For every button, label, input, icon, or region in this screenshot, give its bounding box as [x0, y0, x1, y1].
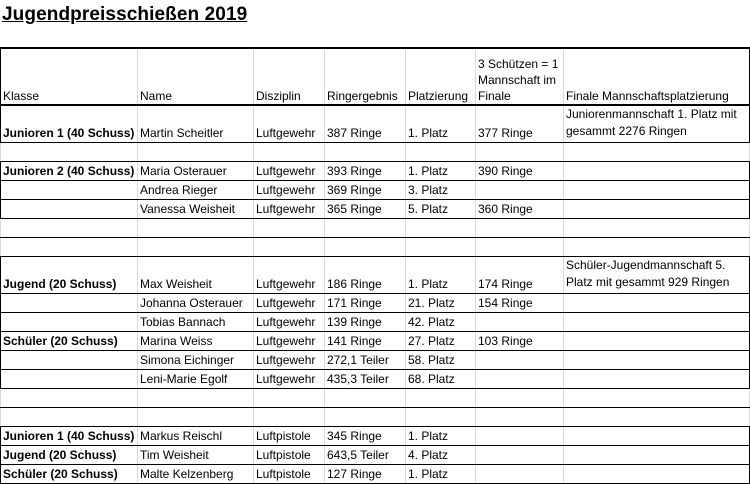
disziplin-cell[interactable]: Luftgewehr — [254, 200, 325, 219]
disziplin-cell[interactable]: Luftpistole — [254, 465, 325, 484]
finale-cell[interactable] — [564, 162, 750, 181]
mannschaft-cell[interactable] — [476, 351, 564, 370]
empty-row — [1, 408, 750, 427]
disziplin-cell[interactable]: Luftgewehr — [254, 351, 325, 370]
mannschaft-cell[interactable] — [476, 408, 564, 427]
table-row — [1, 313, 750, 332]
mannschaft-cell[interactable]: 377 Ringe — [476, 105, 564, 143]
empty-row — [1, 219, 750, 238]
table-row — [1, 370, 750, 389]
disziplin-cell[interactable]: Luftgewehr — [254, 105, 325, 143]
header-klasse[interactable]: Klasse — [1, 48, 138, 105]
finale-cell[interactable] — [564, 389, 750, 408]
platzierung-cell[interactable] — [406, 219, 476, 238]
mannschaft-cell[interactable] — [476, 143, 564, 162]
disziplin-cell[interactable]: Luftpistole — [254, 427, 325, 446]
klasse-cell[interactable]: Junioren 1 (40 Schuss) — [1, 105, 138, 143]
results-table — [0, 47, 750, 484]
klasse-cell[interactable] — [1, 351, 138, 370]
finale-cell[interactable] — [564, 427, 750, 446]
name-cell[interactable]: Tobias Bannach — [138, 313, 254, 332]
finale-cell[interactable]: Schüler-Jugendmannschaft 5. Platz mit gesammt 929 Ringen — [564, 257, 750, 294]
platzierung-cell[interactable]: 68. Platz — [406, 370, 476, 389]
disziplin-cell[interactable] — [254, 219, 325, 238]
platzierung-cell[interactable] — [406, 408, 476, 427]
table-row — [1, 332, 750, 351]
finale-cell[interactable] — [564, 370, 750, 389]
finale-cell[interactable]: Juniorenmannschaft 1. Platz mit gesammt 2276 Ringen — [564, 105, 750, 143]
disziplin-cell[interactable] — [254, 408, 325, 427]
name-cell[interactable]: Simona Eichinger — [138, 351, 254, 370]
header-platzierung[interactable]: Platzierung — [406, 48, 476, 105]
finale-cell[interactable] — [564, 200, 750, 219]
ringergebnis-cell[interactable] — [325, 238, 406, 257]
finale-cell[interactable] — [564, 181, 750, 200]
name-cell[interactable]: Marina Weiss — [138, 332, 254, 351]
klasse-cell[interactable] — [1, 181, 138, 200]
header-finale[interactable]: Finale Mannschaftsplatzierung — [564, 48, 750, 105]
ringergebnis-cell[interactable]: 393 Ringe — [325, 162, 406, 181]
table-row — [1, 162, 750, 181]
table-row — [1, 181, 750, 200]
name-cell[interactable]: Malte Kelzenberg — [138, 465, 254, 484]
disziplin-cell[interactable]: Luftpistole — [254, 446, 325, 465]
disziplin-cell[interactable] — [254, 143, 325, 162]
platzierung-cell[interactable]: 1. Platz — [406, 465, 476, 484]
mannschaft-cell[interactable] — [476, 370, 564, 389]
ringergebnis-cell[interactable]: 139 Ringe — [325, 313, 406, 332]
mannschaft-cell[interactable] — [476, 219, 564, 238]
sheet-title[interactable]: Jugendpreisschießen 2019 — [2, 4, 248, 25]
klasse-cell[interactable] — [1, 389, 138, 408]
ringergebnis-cell[interactable]: 127 Ringe — [325, 465, 406, 484]
name-cell[interactable] — [138, 238, 254, 257]
table-row — [1, 351, 750, 370]
empty-row — [1, 238, 750, 257]
platzierung-cell[interactable]: 4. Platz — [406, 446, 476, 465]
disziplin-cell[interactable]: Luftgewehr — [254, 313, 325, 332]
table-row — [1, 446, 750, 465]
empty-row — [1, 389, 750, 408]
mannschaft-cell[interactable]: 174 Ringe — [476, 257, 564, 294]
klasse-cell[interactable]: Jugend (20 Schuss) — [1, 257, 138, 294]
klasse-cell[interactable] — [1, 408, 138, 427]
platzierung-cell[interactable]: 3. Platz — [406, 181, 476, 200]
klasse-cell[interactable]: Junioren 2 (40 Schuss) — [1, 162, 138, 181]
platzierung-cell[interactable]: 42. Platz — [406, 313, 476, 332]
table-row — [1, 427, 750, 446]
ringergebnis-cell[interactable]: 171 Ringe — [325, 294, 406, 313]
name-cell[interactable]: Leni-Marie Egolf — [138, 370, 254, 389]
disziplin-cell[interactable]: Luftgewehr — [254, 332, 325, 351]
disziplin-cell[interactable] — [254, 389, 325, 408]
finale-cell[interactable] — [564, 446, 750, 465]
table-row — [1, 257, 750, 294]
klasse-cell[interactable]: Schüler (20 Schuss) — [1, 332, 138, 351]
name-cell[interactable]: Tim Weisheit — [138, 446, 254, 465]
ringergebnis-cell[interactable]: 643,5 Teiler — [325, 446, 406, 465]
disziplin-cell[interactable]: Luftgewehr — [254, 181, 325, 200]
finale-cell[interactable] — [564, 294, 750, 313]
klasse-cell[interactable] — [1, 200, 138, 219]
ringergebnis-cell[interactable]: 365 Ringe — [325, 200, 406, 219]
ringergebnis-cell[interactable]: 345 Ringe — [325, 427, 406, 446]
name-cell[interactable]: Max Weisheit — [138, 257, 254, 294]
empty-row — [1, 143, 750, 162]
finale-cell[interactable] — [564, 332, 750, 351]
ringergebnis-cell[interactable]: 387 Ringe — [325, 105, 406, 143]
klasse-cell[interactable] — [1, 294, 138, 313]
mannschaft-cell[interactable]: 103 Ringe — [476, 332, 564, 351]
header-name[interactable]: Name — [138, 48, 254, 105]
klasse-cell[interactable]: Schüler (20 Schuss) — [1, 465, 138, 484]
mannschaft-cell[interactable] — [476, 465, 564, 484]
ringergebnis-cell[interactable] — [325, 219, 406, 238]
name-cell[interactable]: Maria Osterauer — [138, 162, 254, 181]
name-cell[interactable] — [138, 408, 254, 427]
platzierung-cell[interactable]: 1. Platz — [406, 427, 476, 446]
ringergebnis-cell[interactable]: 141 Ringe — [325, 332, 406, 351]
klasse-cell[interactable] — [1, 370, 138, 389]
mannschaft-cell[interactable]: 154 Ringe — [476, 294, 564, 313]
finale-cell[interactable] — [564, 219, 750, 238]
disziplin-cell[interactable]: Luftgewehr — [254, 257, 325, 294]
klasse-cell[interactable] — [1, 313, 138, 332]
mannschaft-cell[interactable] — [476, 446, 564, 465]
ringergebnis-cell[interactable]: 435,3 Teiler — [325, 370, 406, 389]
finale-cell[interactable] — [564, 313, 750, 332]
ringergebnis-cell[interactable]: 272,1 Teiler — [325, 351, 406, 370]
finale-cell[interactable] — [564, 143, 750, 162]
name-cell[interactable] — [138, 389, 254, 408]
platzierung-cell[interactable]: 21. Platz — [406, 294, 476, 313]
mannschaft-cell[interactable]: 360 Ringe — [476, 200, 564, 219]
klasse-cell[interactable] — [1, 219, 138, 238]
table-row — [1, 465, 750, 484]
header-row — [1, 48, 750, 105]
name-cell[interactable]: Johanna Osterauer — [138, 294, 254, 313]
klasse-cell[interactable]: Junioren 1 (40 Schuss) — [1, 427, 138, 446]
platzierung-cell[interactable]: 27. Platz — [406, 332, 476, 351]
disziplin-cell[interactable]: Luftgewehr — [254, 370, 325, 389]
disziplin-cell[interactable]: Luftgewehr — [254, 162, 325, 181]
header-ringergebnis[interactable]: Ringergebnis — [325, 48, 406, 105]
table-row — [1, 105, 750, 143]
klasse-cell[interactable] — [1, 143, 138, 162]
disziplin-cell[interactable] — [254, 238, 325, 257]
klasse-cell[interactable]: Jugend (20 Schuss) — [1, 446, 138, 465]
mannschaft-cell[interactable] — [476, 238, 564, 257]
name-cell[interactable]: Martin Scheitler — [138, 105, 254, 143]
ringergebnis-cell[interactable]: 369 Ringe — [325, 181, 406, 200]
ringergebnis-cell[interactable]: 186 Ringe — [325, 257, 406, 294]
mannschaft-cell[interactable] — [476, 427, 564, 446]
name-cell[interactable]: Andrea Rieger — [138, 181, 254, 200]
platzierung-cell[interactable] — [406, 238, 476, 257]
mannschaft-cell[interactable] — [476, 313, 564, 332]
header-mannschaft[interactable]: 3 Schützen = 1 Mannschaft im Finale — [476, 48, 564, 105]
ringergebnis-cell[interactable] — [325, 389, 406, 408]
finale-cell[interactable] — [564, 351, 750, 370]
platzierung-cell[interactable]: 1. Platz — [406, 257, 476, 294]
table-row — [1, 200, 750, 219]
mannschaft-cell[interactable] — [476, 181, 564, 200]
finale-cell[interactable] — [564, 408, 750, 427]
table-row — [1, 294, 750, 313]
platzierung-cell[interactable]: 1. Platz — [406, 162, 476, 181]
finale-cell[interactable] — [564, 465, 750, 484]
name-cell[interactable]: Vanessa Weisheit — [138, 200, 254, 219]
mannschaft-cell[interactable]: 390 Ringe — [476, 162, 564, 181]
name-cell[interactable] — [138, 143, 254, 162]
platzierung-cell[interactable]: 5. Platz — [406, 200, 476, 219]
finale-cell[interactable] — [564, 238, 750, 257]
platzierung-cell[interactable] — [406, 389, 476, 408]
klasse-cell[interactable] — [1, 238, 138, 257]
platzierung-cell[interactable]: 1. Platz — [406, 105, 476, 143]
platzierung-cell[interactable]: 58. Platz — [406, 351, 476, 370]
disziplin-cell[interactable]: Luftgewehr — [254, 294, 325, 313]
header-disziplin[interactable]: Disziplin — [254, 48, 325, 105]
name-cell[interactable] — [138, 219, 254, 238]
platzierung-cell[interactable] — [406, 143, 476, 162]
mannschaft-cell[interactable] — [476, 389, 564, 408]
name-cell[interactable]: Markus Reischl — [138, 427, 254, 446]
ringergebnis-cell[interactable] — [325, 143, 406, 162]
ringergebnis-cell[interactable] — [325, 408, 406, 427]
